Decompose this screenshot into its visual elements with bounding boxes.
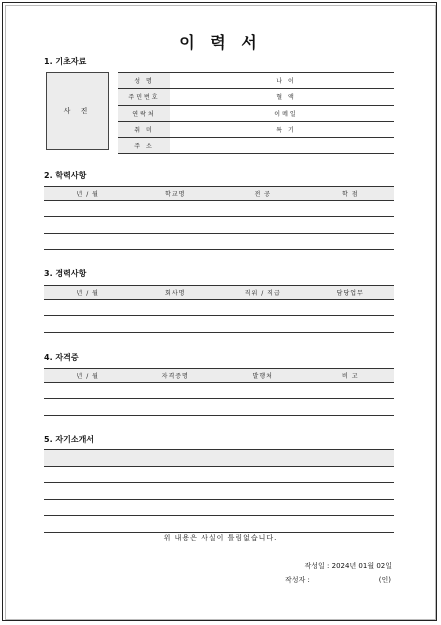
intro-table xyxy=(44,449,394,533)
license-col-header: 비 고 xyxy=(307,369,395,383)
field-label: 주민번호 xyxy=(118,89,170,105)
intro-entry[interactable] xyxy=(44,450,394,467)
confirmation-text: 위 내용은 사실이 틀림없습니다. xyxy=(163,534,278,542)
field-label: 취 미 xyxy=(118,121,170,137)
entry-cell[interactable] xyxy=(307,383,395,399)
education-col-header: 학 점 xyxy=(307,187,395,201)
document-title: 이 력 서 xyxy=(179,33,262,52)
entry-cell[interactable] xyxy=(44,316,132,332)
intro-line xyxy=(44,483,394,500)
career-col-header: 담당업무 xyxy=(307,286,395,300)
date-value[interactable]: 2024년 01월 02일 xyxy=(331,562,392,570)
education-row xyxy=(44,201,394,217)
entry-cell[interactable] xyxy=(219,217,307,233)
entry-cell[interactable] xyxy=(132,316,220,332)
entry-cell[interactable] xyxy=(307,217,395,233)
field-label: 이메일 xyxy=(260,105,312,121)
field-label xyxy=(260,138,312,154)
field-label: 주 소 xyxy=(118,138,170,154)
intro-entry[interactable] xyxy=(44,499,394,516)
entry-cell[interactable] xyxy=(219,383,307,399)
seal-mark: (인) xyxy=(378,576,391,584)
date-label: 작성일 : xyxy=(304,562,330,570)
career-col-header: 회사명 xyxy=(132,286,220,300)
intro-entry[interactable] xyxy=(44,483,394,500)
education-row xyxy=(44,233,394,249)
entry-cell[interactable] xyxy=(132,217,220,233)
career-col-header: 년 / 월 xyxy=(44,286,132,300)
entry-cell[interactable] xyxy=(44,217,132,233)
section-license-heading: 4. 자격증 xyxy=(44,353,79,362)
intro-line xyxy=(44,499,394,516)
license-row xyxy=(44,383,394,399)
intro-line xyxy=(44,450,394,467)
career-col-header: 직위 / 직급 xyxy=(219,286,307,300)
entry-cell[interactable] xyxy=(219,300,307,316)
intro-line xyxy=(44,516,394,533)
license-col-header: 년 / 월 xyxy=(44,369,132,383)
entry-cell[interactable] xyxy=(219,201,307,217)
entry-cell[interactable] xyxy=(307,233,395,249)
education-table xyxy=(44,186,394,250)
entry-cell[interactable] xyxy=(132,383,220,399)
entry-cell[interactable] xyxy=(307,316,395,332)
field-value[interactable] xyxy=(312,105,394,121)
entry-cell[interactable] xyxy=(44,399,132,415)
entry-cell[interactable] xyxy=(219,316,307,332)
entry-cell[interactable] xyxy=(307,300,395,316)
intro-entry[interactable] xyxy=(44,466,394,483)
section-career-heading: 3. 경력사항 xyxy=(44,269,87,278)
career-row xyxy=(44,300,394,316)
basic-info-row xyxy=(118,121,394,137)
basic-info-table xyxy=(118,72,394,154)
entry-cell[interactable] xyxy=(132,201,220,217)
field-value[interactable] xyxy=(170,73,260,89)
entry-cell[interactable] xyxy=(44,300,132,316)
basic-info-row xyxy=(118,105,394,121)
entry-cell[interactable] xyxy=(307,399,395,415)
field-label: 혈 액 xyxy=(260,89,312,105)
license-col-header: 자격증명 xyxy=(132,369,220,383)
license-row xyxy=(44,399,394,415)
intro-line xyxy=(44,466,394,483)
writer-line xyxy=(285,575,391,585)
license-col-header: 발행처 xyxy=(219,369,307,383)
field-value[interactable] xyxy=(170,138,260,154)
entry-cell[interactable] xyxy=(219,233,307,249)
entry-cell[interactable] xyxy=(219,399,307,415)
field-value[interactable] xyxy=(312,73,394,89)
entry-cell[interactable] xyxy=(132,233,220,249)
field-value[interactable] xyxy=(312,138,394,154)
field-value[interactable] xyxy=(312,89,394,105)
intro-entry[interactable] xyxy=(44,516,394,533)
license-table xyxy=(44,368,394,416)
career-row xyxy=(44,316,394,332)
field-label: 특 기 xyxy=(260,121,312,137)
entry-cell[interactable] xyxy=(307,201,395,217)
basic-info-row xyxy=(118,138,394,154)
field-label: 성 명 xyxy=(118,73,170,89)
writer-label: 작성자 : xyxy=(285,576,310,584)
photo-box[interactable] xyxy=(46,72,109,150)
field-label: 나 이 xyxy=(260,73,312,89)
field-value[interactable] xyxy=(312,121,394,137)
education-col-header: 전 공 xyxy=(219,187,307,201)
section-education-heading: 2. 학력사항 xyxy=(44,171,87,180)
date-line xyxy=(305,561,392,571)
basic-info-row xyxy=(118,89,394,105)
section-intro-heading: 5. 자기소개서 xyxy=(44,435,95,444)
field-value[interactable] xyxy=(170,121,260,137)
education-row xyxy=(44,217,394,233)
education-col-header: 년 / 월 xyxy=(44,187,132,201)
entry-cell[interactable] xyxy=(44,233,132,249)
entry-cell[interactable] xyxy=(44,201,132,217)
career-table xyxy=(44,285,394,333)
field-value[interactable] xyxy=(170,105,260,121)
education-col-header: 학교명 xyxy=(132,187,220,201)
basic-info-row xyxy=(118,73,394,89)
section-basic-heading: 1. 기초자료 xyxy=(44,57,87,66)
entry-cell[interactable] xyxy=(44,383,132,399)
entry-cell[interactable] xyxy=(132,300,220,316)
field-value[interactable] xyxy=(170,89,260,105)
entry-cell[interactable] xyxy=(132,399,220,415)
photo-label: 사 진 xyxy=(63,107,92,115)
field-label: 연락처 xyxy=(118,105,170,121)
